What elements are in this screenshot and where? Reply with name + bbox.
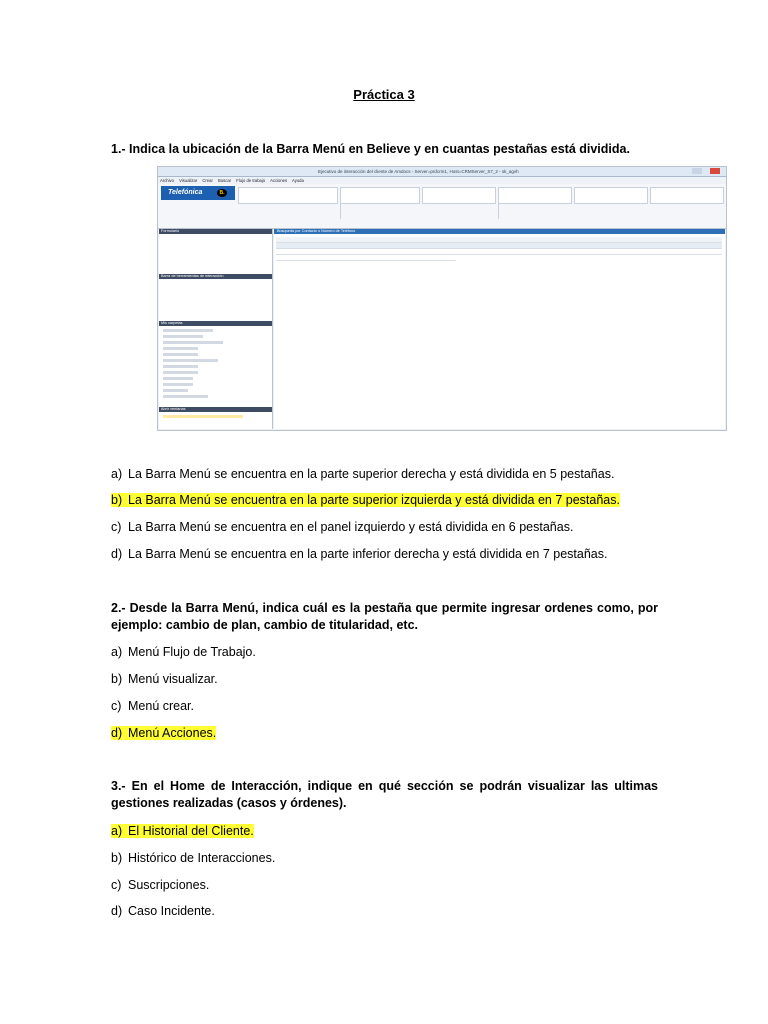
panel-header: Mis carpetas	[159, 321, 272, 326]
ribbon-box	[422, 187, 496, 204]
option-letter: b)	[111, 493, 123, 507]
telefonica-logo: Telefónica B.	[161, 186, 235, 200]
q2-option-d	[111, 725, 216, 741]
minimize-icon	[692, 168, 702, 174]
option-text: Menú Flujo de Trabajo.	[128, 645, 256, 659]
menu-item: Ayuda	[292, 178, 304, 183]
menu-item: Flujo de trabajo	[236, 178, 266, 183]
option-text: Caso Incidente.	[128, 904, 215, 918]
question-1: 1.- Indica la ubicación de la Barra Menú en Believe y en cuantas pestañas está dividida.	[111, 142, 630, 156]
ribbon-box	[340, 187, 420, 204]
tree-item	[163, 383, 193, 386]
grid-row	[276, 255, 456, 261]
menu-item: Visualizar	[179, 178, 198, 183]
screenshot-main	[274, 229, 725, 429]
ribbon-box	[238, 187, 338, 204]
tree-item	[163, 335, 203, 338]
menu-item: Acciones	[270, 178, 288, 183]
q1-option-d	[111, 546, 607, 562]
q3-option-c	[111, 877, 209, 893]
menu-item: Archivo	[160, 178, 174, 183]
option-letter: a)	[111, 824, 123, 838]
option-letter: a)	[111, 467, 123, 481]
panel-header: Abrir ventanas	[159, 407, 272, 412]
tree-item	[163, 341, 223, 344]
ribbon-box	[650, 187, 724, 204]
option-text: El Historial del Cliente.	[128, 824, 254, 838]
option-text: La Barra Menú se encuentra en el panel izquierdo y está dividida en 6 pestañas.	[128, 520, 574, 534]
option-letter: c)	[111, 699, 122, 713]
panel-header: Formulario	[159, 229, 272, 234]
screenshot-sidebar	[159, 229, 273, 429]
option-letter: b)	[111, 851, 123, 865]
tree-item	[163, 365, 198, 368]
option-letter: d)	[111, 547, 123, 561]
q1-option-b	[111, 492, 620, 508]
option-letter: d)	[111, 726, 123, 740]
tree-item	[163, 377, 193, 380]
logo-badge: B.	[217, 189, 227, 197]
tree-item	[163, 371, 198, 374]
menu-item: Buscar	[218, 178, 232, 183]
tree-item	[163, 415, 243, 418]
ribbon-separator	[498, 195, 499, 219]
q2-option-b	[111, 671, 218, 687]
menu-item: Crear	[202, 178, 213, 183]
screenshot-window-title: Ejecutivo de interacción del cliente de Amdocs - Server=prdcrm1, Host=CRMServer_S7_2 - sk_agvh	[318, 169, 519, 174]
q3-option-a	[111, 823, 254, 839]
q2-option-a	[111, 644, 256, 660]
q3-option-b	[111, 850, 275, 866]
option-text: Menú crear.	[128, 699, 195, 713]
q1-option-a	[111, 466, 614, 482]
q2-option-c	[111, 698, 194, 714]
option-text: La Barra Menú se encuentra en la parte superior izquierda y está dividida en 7 pestañas.	[128, 493, 620, 507]
q1-option-c	[111, 519, 573, 535]
ribbon-box	[498, 187, 572, 204]
tree-item	[163, 395, 208, 398]
option-text: Menú visualizar.	[128, 672, 218, 686]
option-letter: b)	[111, 672, 123, 686]
close-icon	[710, 168, 720, 174]
ribbon-box	[574, 187, 648, 204]
option-text: La Barra Menú se encuentra en la parte superior derecha y está dividida en 5 pestañas.	[128, 467, 615, 481]
option-text: Histórico de Interacciones.	[128, 851, 276, 865]
q3-option-d	[111, 903, 215, 919]
tree-item	[163, 353, 198, 356]
tree-item	[163, 329, 213, 332]
tree-item	[163, 359, 218, 362]
screenshot-ribbon	[158, 184, 726, 229]
question-2: 2.- Desde la Barra Menú, indica cuál es la pestaña que permite ingresar ordenes como, por ejemplo: cambio de plan, cambio de titularidad, etc.	[111, 601, 658, 632]
option-letter: c)	[111, 878, 122, 892]
option-letter: a)	[111, 645, 123, 659]
option-text: La Barra Menú se encuentra en la parte inferior derecha y está dividida en 7 pestañas.	[128, 547, 608, 561]
ribbon-separator	[340, 195, 341, 219]
tree-item	[163, 347, 198, 350]
option-text: Menú Acciones.	[128, 726, 217, 740]
question-3: 3.- En el Home de Interacción, indique en qué sección se podrán visualizar las ultimas gestiones realizadas (casos y órdenes).	[111, 779, 658, 810]
page-title: Práctica 3	[353, 87, 415, 102]
screenshot-titlebar	[158, 167, 726, 177]
tree-item	[163, 389, 188, 392]
panel-header: Barra de herramientas de interacción	[159, 274, 272, 279]
option-text: Suscripciones.	[128, 878, 210, 892]
main-header: Búsqueda por Contacto o Número de Teléfono	[274, 229, 725, 234]
option-letter: d)	[111, 904, 123, 918]
option-letter: c)	[111, 520, 122, 534]
believe-screenshot	[157, 166, 727, 431]
